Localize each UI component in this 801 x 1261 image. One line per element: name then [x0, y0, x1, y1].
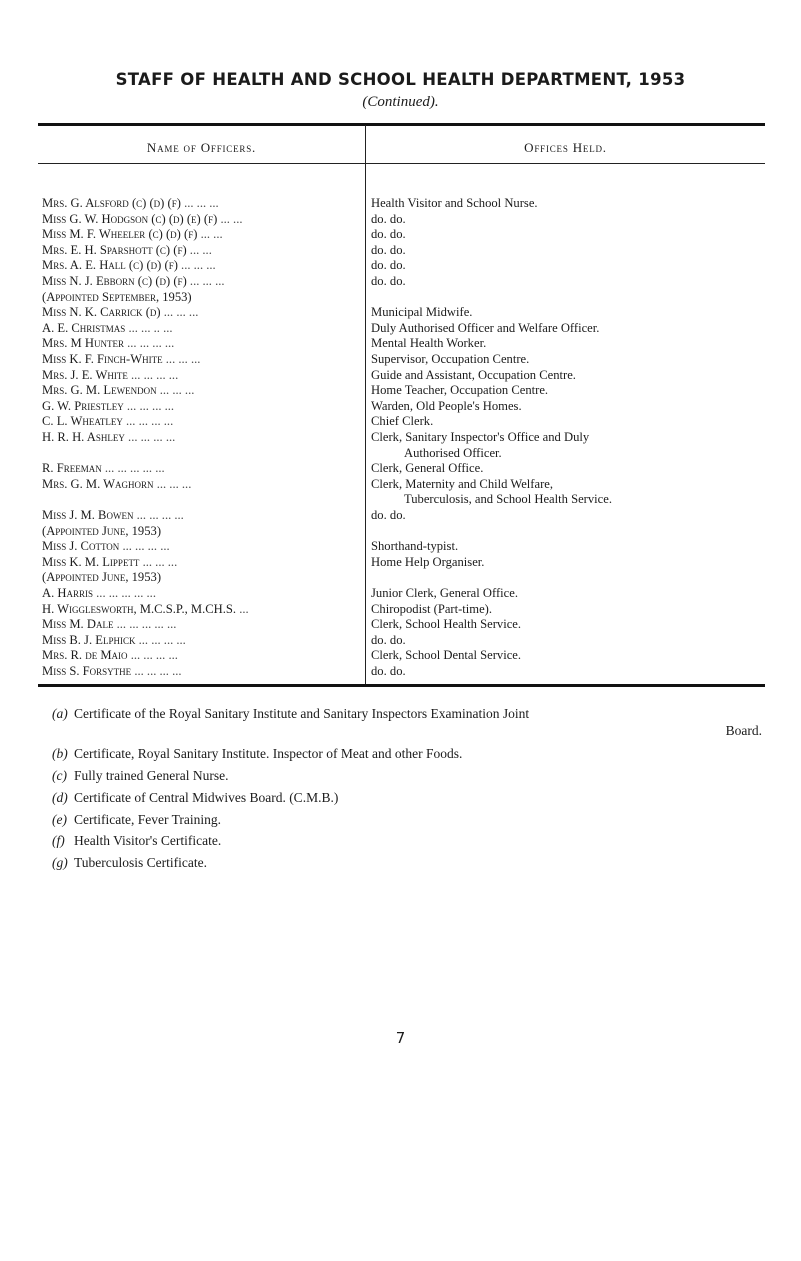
- officer-name: Miss K. M. Lippett ... ... ...: [42, 554, 178, 569]
- table-row: [0, 461, 801, 476]
- office-held: Clerk, School Health Service.: [371, 617, 522, 632]
- office-held: do. do.: [371, 227, 406, 242]
- officer-name: Miss J. Cotton ... ... ... ...: [42, 539, 170, 554]
- column-header-name: Name of Officers.: [146, 140, 257, 155]
- office-held: Clerk, Sanitary Inspector's Office and Duly: [371, 430, 590, 444]
- office-held: Health Visitor and School Nurse.: [371, 196, 538, 210]
- office-held: Tuberculosis, and School Health Service.: [404, 492, 612, 507]
- table-row: [0, 539, 801, 554]
- table-row: [0, 352, 801, 367]
- officer-name: C. L. Wheatley ... ... ... ...: [42, 414, 174, 429]
- table-row: [0, 305, 801, 320]
- officer-name: Miss B. J. Elphick ... ... ... ...: [42, 632, 186, 647]
- officer-name: Miss N. K. Carrick (d) ... ... ...: [42, 305, 199, 320]
- officer-name: G. W. Priestley ... ... ... ...: [42, 398, 175, 413]
- officer-name: A. E. Christmas ... ... .. ...: [42, 320, 173, 335]
- table-row: [0, 602, 801, 617]
- table-row: [0, 555, 801, 570]
- office-held: Municipal Midwife.: [371, 305, 473, 320]
- office-held: Clerk, School Dental Service.: [371, 648, 522, 663]
- table-row: [0, 258, 801, 273]
- officer-name: Miss J. M. Bowen ... ... ... ...: [42, 508, 184, 522]
- office-held: Shorthand-typist.: [371, 539, 459, 554]
- footnote: (a) Certificate of the Royal Sanitary Institute and Sanitary Inspectors Examination Joint: [52, 706, 530, 721]
- table-row: [0, 430, 801, 445]
- table-row: [0, 524, 801, 539]
- table-row: [0, 227, 801, 242]
- table-row: [0, 212, 801, 227]
- table-header-rule: [38, 163, 765, 164]
- table-row: [0, 633, 801, 648]
- office-held: Duly Authorised Officer and Welfare Officer.: [371, 320, 600, 335]
- office-held: Mental Health Worker.: [371, 336, 487, 351]
- officer-name: Mrs. G. M. Waghorn ... ... ...: [42, 476, 192, 491]
- table-row: [0, 414, 801, 429]
- table-row: [0, 336, 801, 351]
- officer-name: H. R. H. Ashley ... ... ... ...: [42, 430, 176, 444]
- table-row: [0, 243, 801, 258]
- officer-name: (Appointed September, 1953): [42, 289, 192, 304]
- table-row: [0, 196, 801, 211]
- officer-name: (Appointed June, 1953): [42, 570, 162, 585]
- table-row: [0, 492, 801, 507]
- officer-name: Mrs. M Hunter ... ... ... ...: [42, 336, 175, 351]
- office-held: Warden, Old People's Homes.: [371, 398, 522, 413]
- table-row: [0, 617, 801, 632]
- officer-name: A. Harris ... ... ... ... ...: [42, 586, 156, 600]
- page-number: 7: [395, 1029, 406, 1047]
- table-row: [0, 508, 801, 523]
- table-row: [0, 399, 801, 414]
- officer-name: R. Freeman ... ... ... ... ...: [42, 461, 165, 476]
- officer-name: Miss M. Dale ... ... ... ... ...: [42, 617, 177, 632]
- office-held: Guide and Assistant, Occupation Centre.: [371, 367, 576, 382]
- office-held: do. do.: [371, 508, 406, 522]
- office-held: Supervisor, Occupation Centre.: [371, 352, 530, 366]
- office-held: Junior Clerk, General Office.: [371, 586, 518, 600]
- office-held: Clerk, Maternity and Child Welfare,: [371, 476, 554, 491]
- office-held: do. do.: [371, 258, 406, 273]
- office-held: Home Help Organiser.: [371, 554, 485, 569]
- page-title: STAFF OF HEALTH AND SCHOOL HEALTH DEPARTMENT, 1953: [115, 70, 686, 89]
- office-held: Clerk, General Office.: [371, 461, 484, 476]
- table-row: [0, 586, 801, 601]
- footnote: (e) Certificate, Fever Training.: [52, 812, 221, 827]
- table-row: [0, 290, 801, 305]
- column-header-offices: Offices Held.: [524, 140, 607, 155]
- footnote: (g) Tuberculosis Certificate.: [52, 855, 207, 870]
- office-held: Home Teacher, Occupation Centre.: [371, 383, 549, 398]
- footnote-continuation: Board.: [725, 723, 762, 738]
- office-held: do. do.: [371, 664, 406, 678]
- office-held: do. do.: [371, 242, 406, 257]
- office-held: Authorised Officer.: [404, 445, 502, 460]
- officer-name: Mrs. E. H. Sparshott (c) (f) ... ...: [42, 242, 212, 257]
- officer-name: Mrs. J. E. White ... ... ... ...: [42, 367, 179, 382]
- table-row: [0, 368, 801, 383]
- office-held: do. do.: [371, 632, 406, 647]
- officer-name: Miss M. F. Wheeler (c) (d) (f) ... ...: [42, 227, 223, 242]
- table-row: [0, 446, 801, 461]
- office-held: do. do.: [371, 211, 406, 226]
- table-row: [0, 321, 801, 336]
- footnote: (b) Certificate, Royal Sanitary Institute. Inspector of Meat and other Foods.: [52, 746, 463, 761]
- table-row: [0, 664, 801, 679]
- office-held: Chief Clerk.: [371, 414, 434, 429]
- page-subtitle: (Continued).: [362, 94, 439, 110]
- officer-name: Miss K. F. Finch-White ... ... ...: [42, 352, 201, 366]
- officer-name: Mrs. G. Alsford (c) (d) (f) ... ... ...: [42, 196, 219, 210]
- footnote: (f) Health Visitor's Certificate.: [52, 833, 222, 848]
- officer-name: Mrs. G. M. Lewendon ... ... ...: [42, 383, 195, 398]
- officer-name: Miss G. W. Hodgson (c) (d) (e) (f) ... ...: [42, 211, 243, 226]
- table-row: [0, 274, 801, 289]
- table-row: [0, 383, 801, 398]
- officer-name: Miss N. J. Ebborn (c) (d) (f) ... ... ...: [42, 274, 225, 288]
- officer-name: Miss S. Forsythe ... ... ... ...: [42, 664, 182, 678]
- footnote: (c) Fully trained General Nurse.: [52, 768, 229, 783]
- officer-name: Mrs. R. de Maio ... ... ... ...: [42, 648, 178, 663]
- table-row: [0, 570, 801, 585]
- officer-name: H. Wigglesworth, M.C.S.P., M.CH.S. ...: [42, 601, 249, 616]
- table-top-rule: [38, 123, 765, 126]
- footnote: (d) Certificate of Central Midwives Board. (C.M.B.): [52, 790, 339, 805]
- table-bottom-rule: [38, 684, 765, 687]
- table-row: [0, 648, 801, 663]
- officer-name: (Appointed June, 1953): [42, 523, 162, 538]
- table-row: [0, 477, 801, 492]
- officer-name: Mrs. A. E. Hall (c) (d) (f) ... ... ...: [42, 258, 216, 273]
- office-held: Chiropodist (Part-time).: [371, 601, 493, 616]
- office-held: do. do.: [371, 274, 406, 288]
